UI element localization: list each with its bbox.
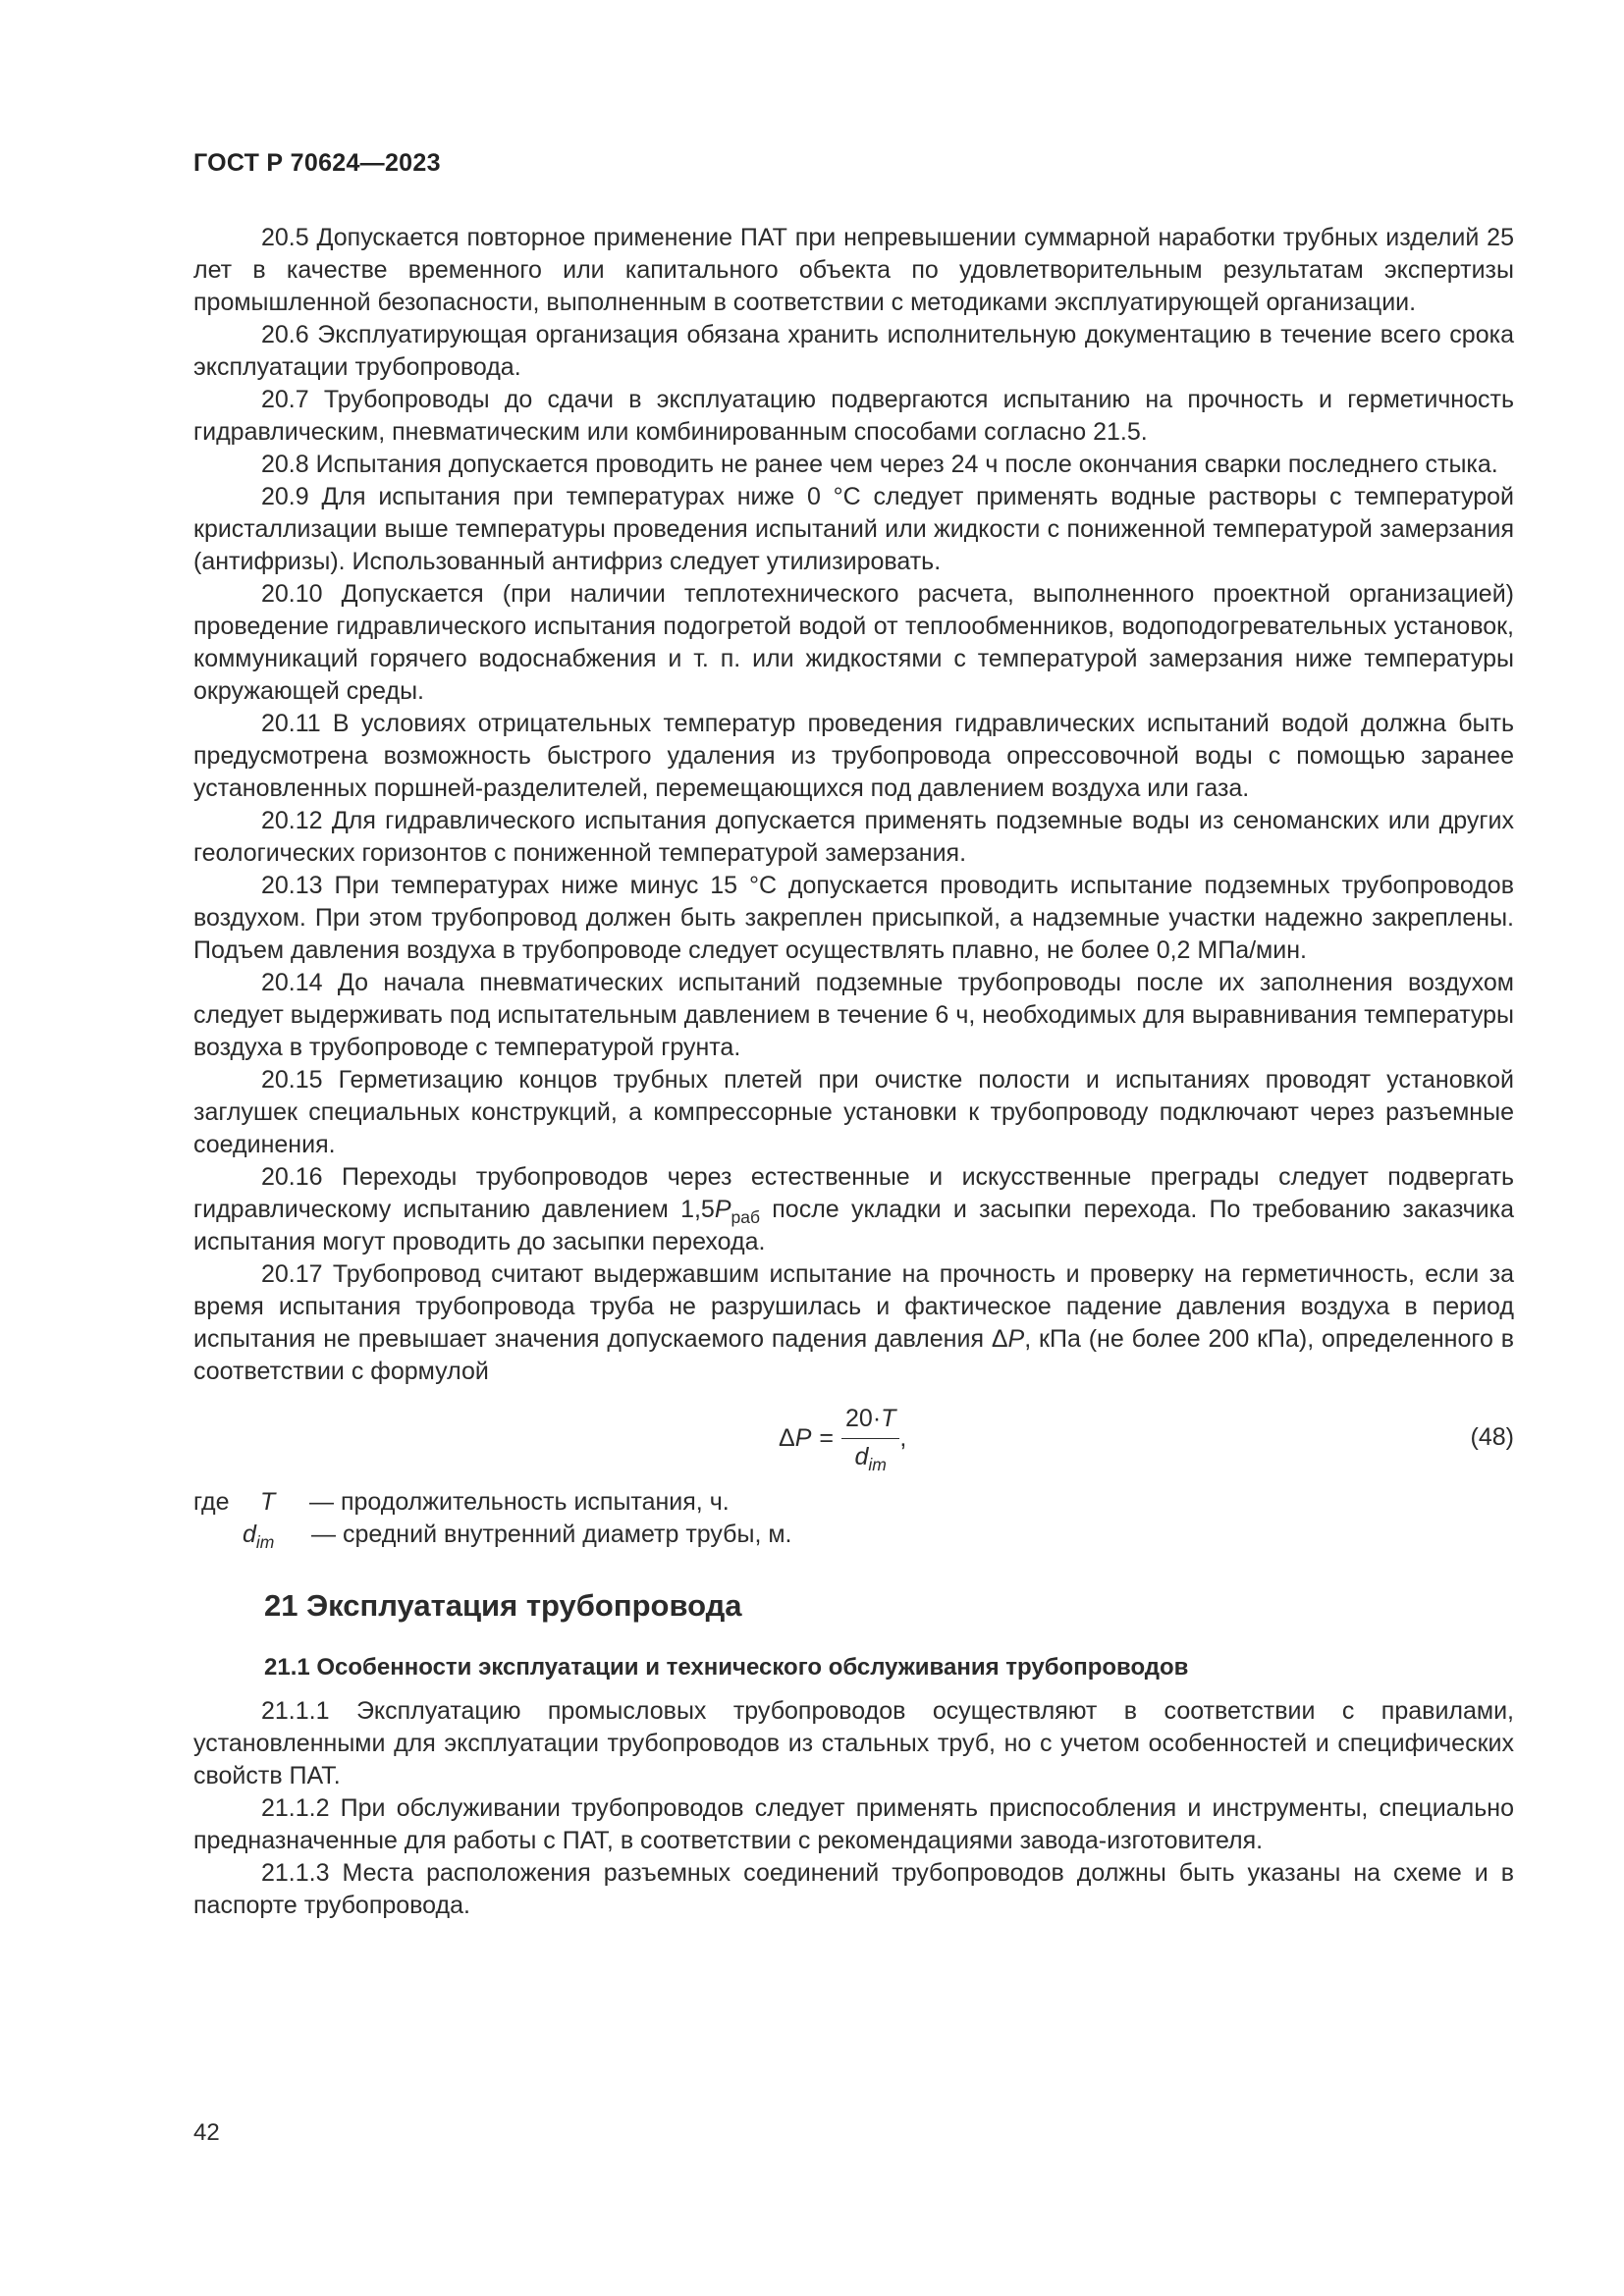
where-text-d: — средний внутренний диаметр трубы, м. [311, 1521, 792, 1548]
paragraph-20-13: 20.13 При температурах ниже минус 15 °С допускается проводить испытание подземных трубопроводов воздухом. При этом трубопровод должен быть закреплен присыпкой, а надземные участки надежно закреплены. Подъем давления воздуха в трубопроводе следует осуществлять плавно, не более 0,2 МПа/мин. [193, 872, 1514, 964]
where-symbol-d [243, 1519, 311, 1551]
formula-fraction [841, 1403, 899, 1473]
formula-lhs [779, 1422, 811, 1455]
formula-delta: Δ [779, 1423, 795, 1452]
formula-number: (48) [1470, 1423, 1514, 1451]
where-row-t [193, 1486, 1514, 1519]
where-symbol-t [260, 1486, 309, 1519]
where-row-d [193, 1519, 1514, 1551]
p2017-after: , кПа (не более 200 кПа), определенного в соответствии с формулой [193, 1325, 1514, 1385]
p2016-var: P [714, 1196, 731, 1223]
where-symbol-d-text: d [243, 1521, 256, 1548]
paragraph-21-1-1: 21.1.1 Эксплуатацию промысловых трубопроводов осуществляют в соответствии с правилами, установленными для эксплуатации трубопроводов из стальных труб, но с учетом особенностей и специфических свойств ПАТ. [193, 1697, 1514, 1789]
paragraph-21-1-3: 21.1.3 Места расположения разъемных соединений трубопроводов должны быть указаны на схеме и в паспорте трубопровода. [193, 1859, 1514, 1919]
where-symbol-t-text: T [260, 1488, 276, 1516]
page-number: 42 [193, 2119, 220, 2146]
p2017-before: 20.17 Трубопровод считают выдержавшим испытание на прочность и проверку на герметичность, если за время испытания трубопровода труба не разрушилась и фактическое падение давления воздуха в период испытания не превышает значения допускаемого падения давления Δ [193, 1260, 1514, 1353]
where-word: где [193, 1488, 230, 1516]
where-block [193, 1486, 1514, 1551]
paragraph-20-11: 20.11 В условиях отрицательных температур проведения гидравлических испытаний водой должна быть предусмотрена возможность быстрого удаления из трубопровода опрессовочной воды с помощью заранее установленных поршней-разделителей, перемещающихся под давлением воздуха или газа. [193, 710, 1514, 802]
paragraph-20-16 [193, 1161, 1514, 1258]
where-symbol-d-sub: im [255, 1532, 275, 1553]
formula-lhs-var: P [794, 1423, 812, 1452]
formula-num-dot: · [872, 1405, 882, 1432]
section-21-heading: 21 Эксплуатация трубопровода [264, 1588, 742, 1623]
subsection-21-1-heading: 21.1 Особенности эксплуатации и технического обслуживания трубопроводов [264, 1654, 1189, 1681]
paragraph-20-7: 20.7 Трубопроводы до сдачи в эксплуатацию подвергаются испытанию на прочность и герметичность гидравлическим, пневматическим или комбинированным способами согласно 21.5. [193, 386, 1514, 446]
formula-numerator [841, 1403, 899, 1439]
document-code-header: ГОСТ Р 70624—2023 [193, 149, 441, 177]
paragraph-20-8: 20.8 Испытания допускается проводить не ранее чем через 24 ч после окончания сварки последнего стыка. [261, 451, 1498, 478]
formula-den-var: d [854, 1443, 869, 1470]
where-text-t: — продолжительность испытания, ч. [309, 1488, 730, 1516]
paragraph-20-6: 20.6 Эксплуатирующая организация обязана хранить исполнительную документацию в течение всего срока эксплуатации трубопровода. [193, 321, 1514, 381]
paragraph-20-9: 20.9 Для испытания при температурах ниже 0 °С следует применять водные растворы с температурой кристаллизации выше температуры проведения испытаний или жидкости с пониженной температурой замерзания (антифризы). Использованный антифриз следует утилизировать. [193, 483, 1514, 575]
formula-den-sub [868, 1455, 886, 1474]
formula-num-var: T [881, 1405, 896, 1432]
paragraph-21-1-2: 21.1.2 При обслуживании трубопроводов следует применять приспособления и инструменты, специально предназначенные для работы с ПАТ, в соответствии с рекомендациями завода-изготовителя. [193, 1794, 1514, 1854]
formula-48 [193, 1398, 1514, 1478]
paragraph-20-10: 20.10 Допускается (при наличии теплотехнического расчета, выполненного проектной организацией) проведение гидравлического испытания подогретой водой от теплообменников, водоподогревательных установок, коммуникаций горячего водоснабжения и т. п. или жидкостями с температурой замерзания ниже температуры окружающей среды. [193, 580, 1514, 705]
paragraph-20-12: 20.12 Для гидравлического испытания допускается применять подземные воды из сеноманских или других геологических горизонтов с пониженной температурой замерзания. [193, 807, 1514, 867]
p2017-var: P [1007, 1325, 1025, 1353]
formula-expression [779, 1398, 906, 1478]
formula-trailing-comma: , [899, 1423, 907, 1452]
paragraph-20-5: 20.5 Допускается повторное применение ПАТ при непревышении суммарной наработки трубных изделий 25 лет в качестве временного или капитального объекта по удовлетворительным результатам экспертизы промышленной безопасности, выполненным в соответствии с методиками эксплуатирующей организации. [193, 224, 1514, 316]
p2016-sub: раб [731, 1207, 761, 1228]
formula-den-sub-text: im [868, 1455, 887, 1475]
paragraph-20-15: 20.15 Герметизацию концов трубных плетей при очистке полости и испытаниях проводят установкой заглушек специальных конструкций, а компрессорные установки к трубопроводу подключают через разъемные соединения. [193, 1066, 1514, 1158]
p2016-after: после укладки и засыпки перехода. По требованию заказчика испытания могут проводить до засыпки перехода. [193, 1196, 1514, 1255]
page-body [193, 222, 1514, 1922]
formula-denominator [855, 1439, 887, 1473]
p2016-before: 20.16 Переходы трубопроводов через естественные и искусственные преграды следует подвергать гидравлическому испытанию давлением 1,5 [193, 1163, 1514, 1223]
paragraph-20-14: 20.14 До начала пневматических испытаний подземные трубопроводы после их заполнения воздухом следует выдерживать под испытательным давлением в течение 6 ч, необходимых для выравнивания температуры воздуха в трубопроводе с температурой грунта. [193, 969, 1514, 1061]
paragraph-20-17 [193, 1258, 1514, 1388]
formula-equals: = [819, 1423, 834, 1452]
formula-num-const: 20 [845, 1405, 873, 1432]
